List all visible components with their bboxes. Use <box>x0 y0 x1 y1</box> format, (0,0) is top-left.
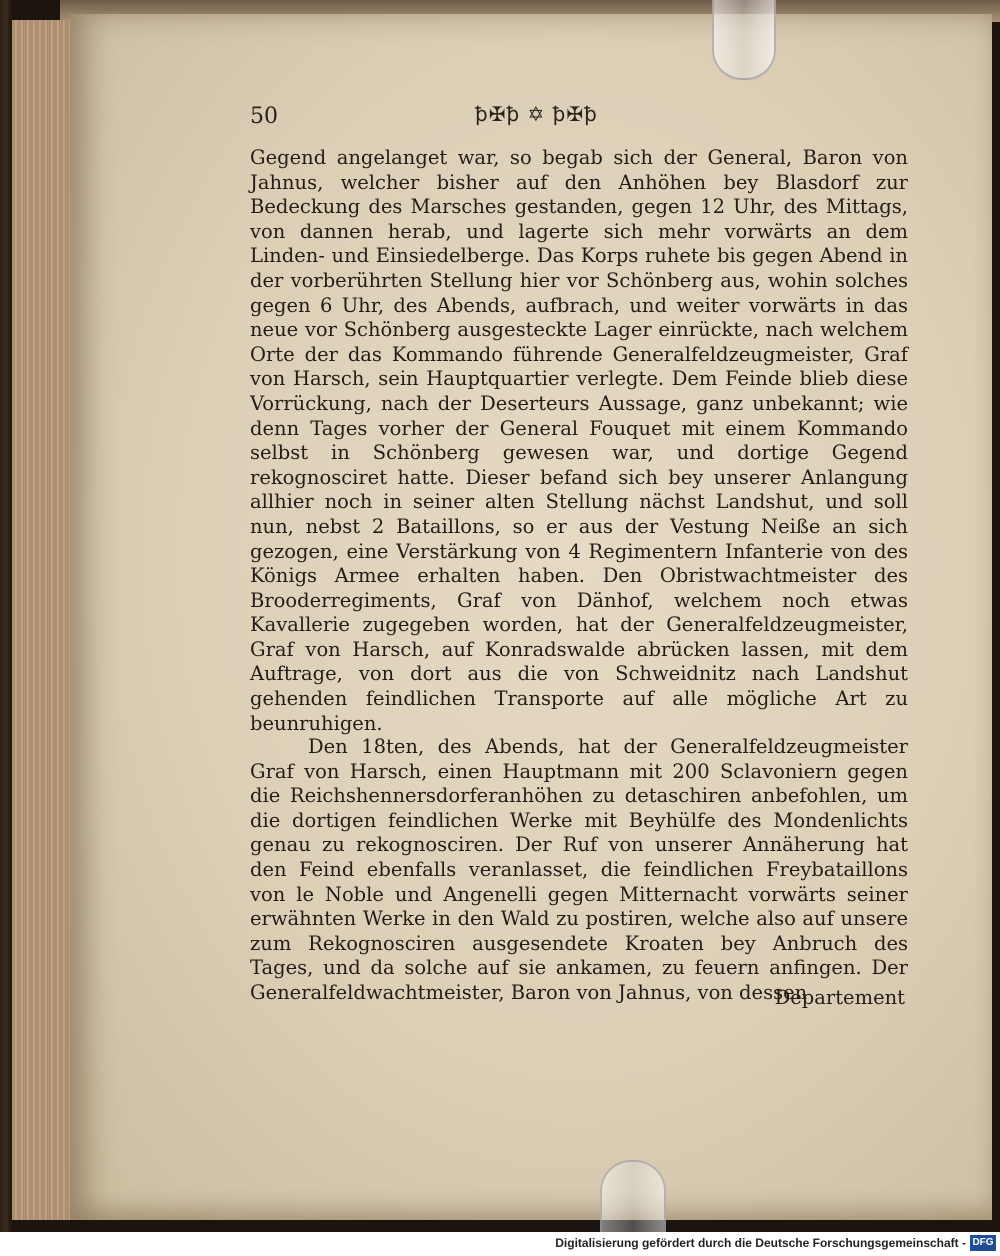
paragraph-2: Den 18ten, des Abends, hat der Generalfeldzeugmeister Graf von Harsch, einen Hauptmann mit 200 Sclavoniern gegen die Reichshennersdorferanhöhen zu detaschiren anbefohlen, um die dortigen feindlichen Werke mit Beyhülfe des Mondenlichts genau zu rekognosciren. Der Ruf von unserer Annäherung hat den Feind ebenfalls veranlasset, die feindlichen Freybataillons von le Noble und Angenelli gegen Mitternacht vorwärts seiner erwähnten Werke in den Wald zu postiren, welche also auf unsere zum Rekognosciren ausgesendete Kroaten bey Anbruch des Tages, und da solche auf sie ankamen, zu feuern anfingen. Der Generalfeldwachtmeister, Baron von Jahnus, von dessen <box>250 735 908 1004</box>
catchword: Departement <box>774 986 905 1009</box>
paragraph-1: Gegend angelanget war, so begab sich der General, Baron von Jahnus, welcher bisher auf den Anhöhen bey Blasdorf zur Bedeckung des Marsches gestanden, gegen 12 Uhr, des Mittags, von dannen herab, und lagerte sich mehr vorwärts an dem Linden- und Einsiedelberge. Das Korps ruhete bis gegen Abend in der vorberührten Stellung hier vor Schönberg aus, wohin solches gegen 6 Uhr, des Abends, aufbrach, und weiter vorwärts in das neue vor Schönberg ausgesteckte Lager einrückte, nach welchem Orte der das Kommando führende Generalfeldzeugmeister, Graf von Harsch, sein Hauptquartier verlegte. Dem Feinde blieb diese Vorrückung, nach der Deserteurs Aussage, ganz unbekannt; wie denn Tages vorher der General Fouquet mit einem Kommando selbst in Schönberg gewesen war, und dortige Gegend rekognosciret hatte. Dieser befand sich bey unserer Anlangung allhier noch in seiner alten Stellung nächst Landshut, und soll nun, nebst 2 Bataillons, so er aus der Vestung Neiße an sich gezogen, eine Verstärkung von 4 Regimentern Infanterie von des Königs Armee erhalten haben. Den Obristwachtmeister des Brooderregiments, Graf von Dänhof, welchem noch etwas Kavallerie zugegeben worden, hat der Generalfeldzeugmeister, Graf von Harsch, auf Konradswalde abrücken lassen, mit dem Auftrage, von dort aus die von Schweidnitz nach Landshut gehenden feindlichen Transporte auf alle mögliche Art zu beunruhigen. <box>250 146 908 735</box>
dfg-logo-icon: DFG <box>970 1235 996 1251</box>
page-header <box>250 102 910 134</box>
header-ornament: ꝥ✠ꝥ ✡ ꝥ✠ꝥ <box>475 102 598 126</box>
book-page-edges <box>12 20 74 1220</box>
page-number: 50 <box>250 104 278 129</box>
clip-top <box>712 0 776 80</box>
funding-notice: Digitalisierung gefördert durch die Deutsche Forschungsgemeinschaft - <box>555 1236 966 1250</box>
clip-bottom <box>600 1160 666 1232</box>
footer-bar <box>0 1232 1000 1256</box>
